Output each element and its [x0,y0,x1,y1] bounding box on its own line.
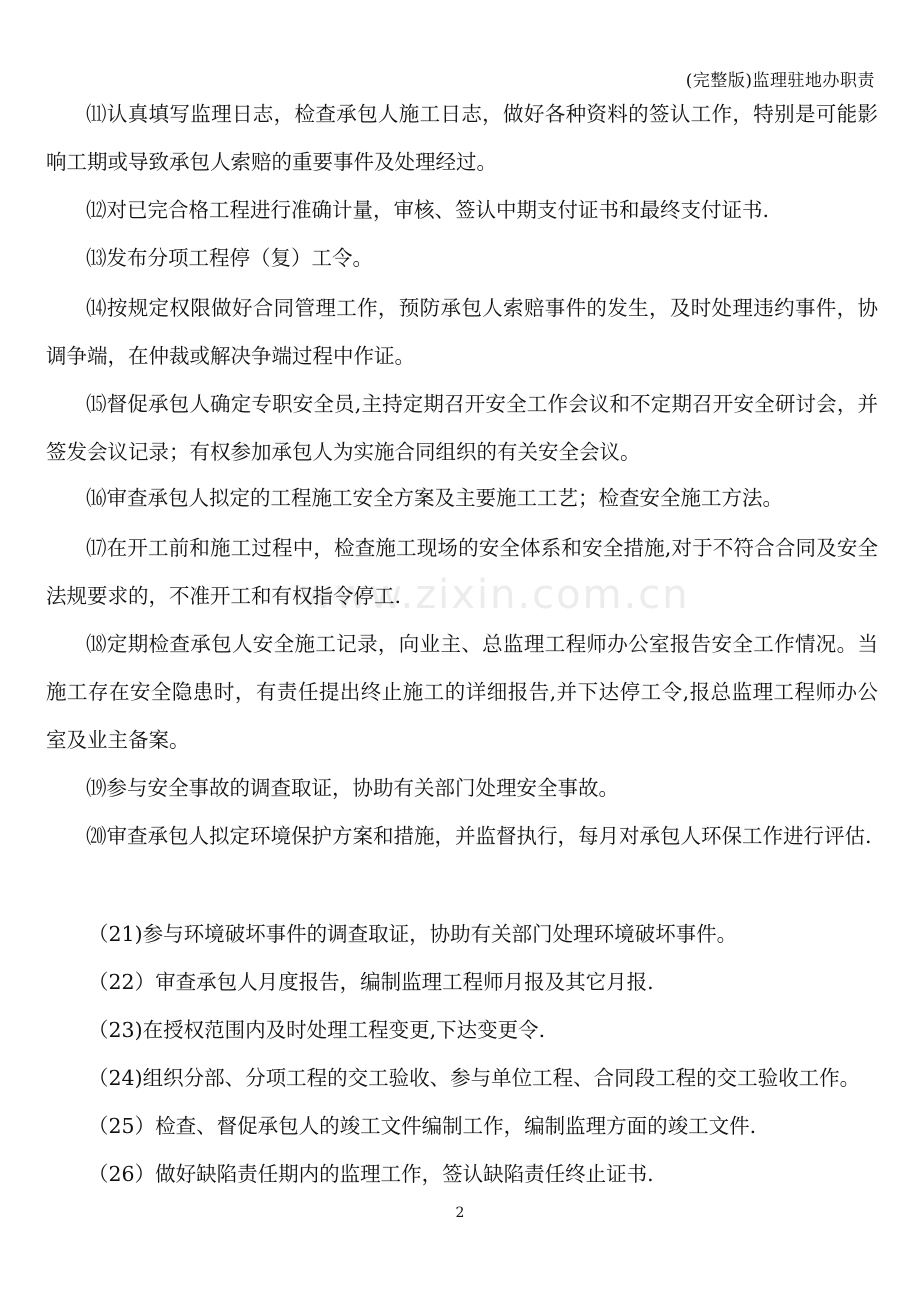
page-number: 2 [455,1205,465,1221]
paragraph-13: ⒀发布分项工程停（复）工令。 [86,246,373,270]
paragraph-12: ⑿对已完合格工程进行准确计量，审核、签认中期支付证书和最终支付证书. [86,198,770,222]
paragraph-19: ⒆参与安全事故的调查取证，协助有关部门处理安全事故。 [86,776,619,800]
item-23: （23)在授权范围内及时处理工程变更,下达变更令. [88,1018,546,1042]
item-24: （24)组织分部、分项工程的交工验收、参与单位工程、合同段工程的交工验收工作。 [88,1066,861,1090]
paragraph-17: ⒄在开工前和施工过程中，检查施工现场的安全体系和安全措施,对于不符合合同及安全法规要求的，不准开工和有权指令停工. [46,536,878,608]
page-header-title: (完整版)监理驻地办职责 [685,71,875,91]
paragraph-11: ⑾认真填写监理日志，检查承包人施工日志，做好各种资料的签认工作，特别是可能影响工期或导致承包人索赔的重要事件及处理经过。 [46,102,878,174]
item-26: （26）做好缺陷责任期内的监理工作，签认缺陷责任终止证书. [88,1162,654,1186]
paragraph-14: ⒁按规定权限做好合同管理工作，预防承包人索赔事件的发生，及时处理违约事件，协调争端，在仲裁或解决争端过程中作证。 [46,296,878,368]
paragraph-15: ⒂督促承包人确定专职安全员,主持定期召开安全工作会议和不定期召开安全研讨会，并签发会议记录；有权参加承包人为实施合同组织的有关安全会议。 [46,392,878,464]
paragraph-16: ⒃审查承包人拟定的工程施工安全方案及主要施工工艺；检查安全施工方法。 [86,486,783,510]
paragraph-18: ⒅定期检查承包人安全施工记录，向业主、总监理工程师办公室报告安全工作情况。当施工存在安全隐患时，有责任提出终止施工的详细报告,并下达停工令,报总监理工程师办公室及业主备案。 [46,632,878,752]
item-25: （25）检查、督促承包人的竣工文件编制工作，编制监理方面的竣工文件. [88,1114,757,1138]
item-21: （21)参与环境破坏事件的调查取证，协助有关部门处理环境破坏事件。 [88,922,738,946]
item-22: （22）审查承包人月度报告，编制监理工程师月报及其它月报. [88,970,654,994]
paragraph-20: ⒇审查承包人拟定环境保护方案和措施，并监督执行，每月对承包人环保工作进行评估. [86,824,872,848]
watermark-text: www.zixin.com.cn [300,572,690,618]
